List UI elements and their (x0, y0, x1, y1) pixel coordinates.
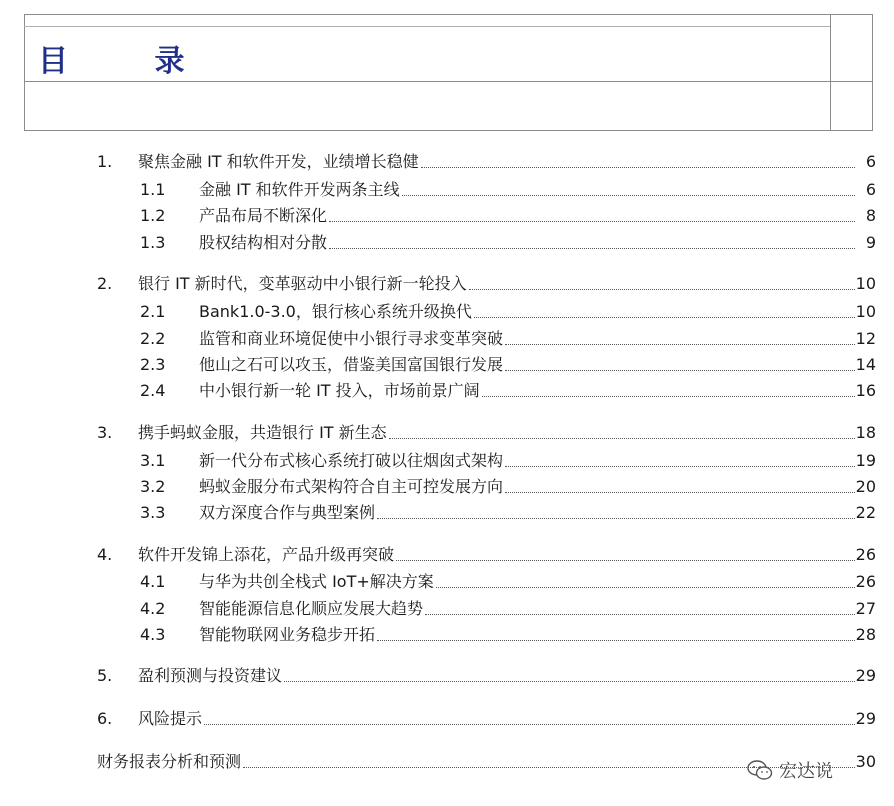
toc-entry-page: 12 (855, 329, 876, 348)
toc-entry-label: 银行 IT 新时代，变革驱动中小银行新一轮投入 (138, 274, 467, 293)
toc-leader-dots (436, 587, 855, 588)
toc-entry-number: 1.2 (140, 206, 166, 225)
toc-entry[interactable] (0, 202, 894, 226)
toc-entry-page: 28 (855, 625, 876, 644)
toc-leader-dots (482, 396, 855, 397)
toc-entry-page: 27 (855, 599, 876, 618)
toc-entry-label: 软件开发锦上添花，产品升级再突破 (138, 545, 395, 564)
toc-entry[interactable] (0, 568, 894, 592)
toc-entry-text (199, 355, 858, 375)
toc-leader-dots (402, 195, 855, 196)
toc-leader-dots (421, 167, 855, 168)
toc-entry-page: 14 (855, 355, 876, 374)
toc-entry-number: 3. (97, 423, 113, 442)
toc-entry-text (199, 625, 858, 645)
toc-entry-page: 26 (855, 545, 876, 564)
toc-entry[interactable] (0, 541, 894, 565)
toc-entry-label: 他山之石可以攻玉，借鉴美国富国银行发展 (199, 355, 504, 374)
toc-entry-number: 1.3 (140, 233, 166, 252)
toc-entry[interactable] (0, 377, 894, 401)
toc-leader-dots (505, 370, 855, 371)
toc-leader-dots (469, 289, 855, 290)
toc-entry[interactable] (0, 229, 894, 253)
toc-leader-dots (329, 248, 855, 249)
toc-entry-text (138, 545, 858, 565)
toc-entry-text (199, 599, 858, 619)
toc-entry-page: 19 (855, 451, 876, 470)
page-title: 目 录 (38, 44, 223, 79)
toc-entry-text (138, 666, 858, 686)
toc-entry-text (199, 180, 858, 200)
toc-entry-page: 20 (855, 477, 876, 496)
toc-entry[interactable] (0, 595, 894, 619)
toc-entry-page: 6 (865, 180, 876, 199)
wechat-icon (747, 759, 773, 781)
toc-leader-dots (204, 724, 855, 725)
toc-entry-text (199, 477, 858, 497)
toc-entry-number: 5. (97, 666, 113, 685)
toc-entry-label: 智能物联网业务稳步开拓 (199, 625, 376, 644)
toc-entry-label: 智能能源信息化顺应发展大趋势 (199, 599, 424, 618)
toc-entry-page: 10 (855, 274, 876, 293)
toc-entry-number: 3.2 (140, 477, 166, 496)
toc-entry-label: 监管和商业环境促使中小银行寻求变革突破 (199, 329, 504, 348)
toc-entry-number: 1. (97, 152, 113, 171)
toc-entry-text (199, 451, 858, 471)
toc-entry-number: 3.1 (140, 451, 166, 470)
toc-entry-number: 4.1 (140, 572, 166, 591)
watermark-text: 宏达说 (779, 761, 833, 782)
toc-entry-page: 30 (855, 752, 876, 771)
toc-entry-page: 29 (855, 709, 876, 728)
toc-leader-dots (505, 492, 855, 493)
toc-leader-dots (377, 640, 855, 641)
toc-entry-number: 2.3 (140, 355, 166, 374)
toc-entry-text (199, 206, 858, 226)
toc-entry-text (138, 274, 858, 294)
toc-entry-label: 产品布局不断深化 (199, 206, 328, 225)
toc-entry-label: 风险提示 (138, 709, 203, 728)
toc-entry-number: 2. (97, 274, 113, 293)
toc-leader-dots (329, 221, 855, 222)
header-side-divider (830, 14, 831, 131)
toc-entry-number: 4.3 (140, 625, 166, 644)
toc-entry-number: 1.1 (140, 180, 166, 199)
toc-entry-number: 3.3 (140, 503, 166, 522)
toc-entry-label: Bank1.0-3.0，银行核心系统升级换代 (199, 302, 472, 321)
toc-entry-text (97, 752, 858, 772)
toc-entry-text (138, 709, 858, 729)
header-divider (24, 81, 873, 82)
toc-entry-page: 10 (855, 302, 876, 321)
toc-entry[interactable] (0, 325, 894, 349)
toc-entry-page: 9 (865, 233, 876, 252)
watermark (747, 757, 833, 783)
toc-entry-page: 18 (855, 423, 876, 442)
toc-entry[interactable] (0, 148, 894, 172)
toc-entry[interactable] (0, 270, 894, 294)
toc-entry-page: 29 (855, 666, 876, 685)
toc-entry-text (138, 152, 858, 172)
toc-entry-page: 26 (855, 572, 876, 591)
toc-entry-label: 股权结构相对分散 (199, 233, 328, 252)
toc-leader-dots (505, 466, 855, 467)
toc-entry-label: 新一代分布式核心系统打破以往烟囱式架构 (199, 451, 504, 470)
toc-entry-text (199, 329, 858, 349)
toc-entry[interactable] (0, 447, 894, 471)
toc-entry-label: 中小银行新一轮 IT 投入，市场前景广阔 (199, 381, 480, 400)
toc-leader-dots (377, 518, 855, 519)
toc-entry[interactable] (0, 351, 894, 375)
toc-leader-dots (505, 344, 855, 345)
toc-entry[interactable] (0, 621, 894, 645)
toc-entry-text (199, 572, 858, 592)
toc-entry[interactable] (0, 473, 894, 497)
toc-entry-text (138, 423, 858, 443)
toc-entry-text (199, 503, 858, 523)
toc-leader-dots (396, 560, 855, 561)
toc-entry[interactable] (0, 298, 894, 322)
toc-entry[interactable] (0, 662, 894, 686)
toc-entry-label: 携手蚂蚁金服，共造银行 IT 新生态 (138, 423, 387, 442)
toc-entry-label: 聚焦金融 IT 和软件开发，业绩增长稳健 (138, 152, 419, 171)
toc-entry-number: 2.1 (140, 302, 166, 321)
toc-entry-page: 6 (865, 152, 876, 171)
toc-entry[interactable] (0, 499, 894, 523)
toc-entry-page: 22 (855, 503, 876, 522)
toc-leader-dots (389, 438, 855, 439)
toc-entry-label: 蚂蚁金服分布式架构符合自主可控发展方向 (199, 477, 504, 496)
toc-entry-text (199, 302, 858, 322)
toc-entry-label: 金融 IT 和软件开发两条主线 (199, 180, 400, 199)
toc-leader-dots (425, 614, 855, 615)
toc-entry-label: 盈利预测与投资建议 (138, 666, 283, 685)
toc-entry-number: 2.2 (140, 329, 166, 348)
toc-entry-number: 4.2 (140, 599, 166, 618)
toc-entry-label: 财务报表分析和预测 (97, 752, 242, 771)
toc-entry-page: 16 (855, 381, 876, 400)
toc-entry-number: 4. (97, 545, 113, 564)
toc-entry-text (199, 381, 858, 401)
toc-entry[interactable] (0, 705, 894, 729)
toc-entry-label: 与华为共创全栈式 IoT+解决方案 (199, 572, 434, 591)
toc-entry-number: 2.4 (140, 381, 166, 400)
toc-entry-text (199, 233, 858, 253)
toc-entry-label: 双方深度合作与典型案例 (199, 503, 376, 522)
toc-entry[interactable] (0, 176, 894, 200)
toc-entry[interactable] (0, 419, 894, 443)
header-top-rule (24, 26, 830, 27)
toc-leader-dots (284, 681, 855, 682)
toc-leader-dots (474, 317, 855, 318)
toc-entry-page: 8 (865, 206, 876, 225)
toc-entry-number: 6. (97, 709, 113, 728)
